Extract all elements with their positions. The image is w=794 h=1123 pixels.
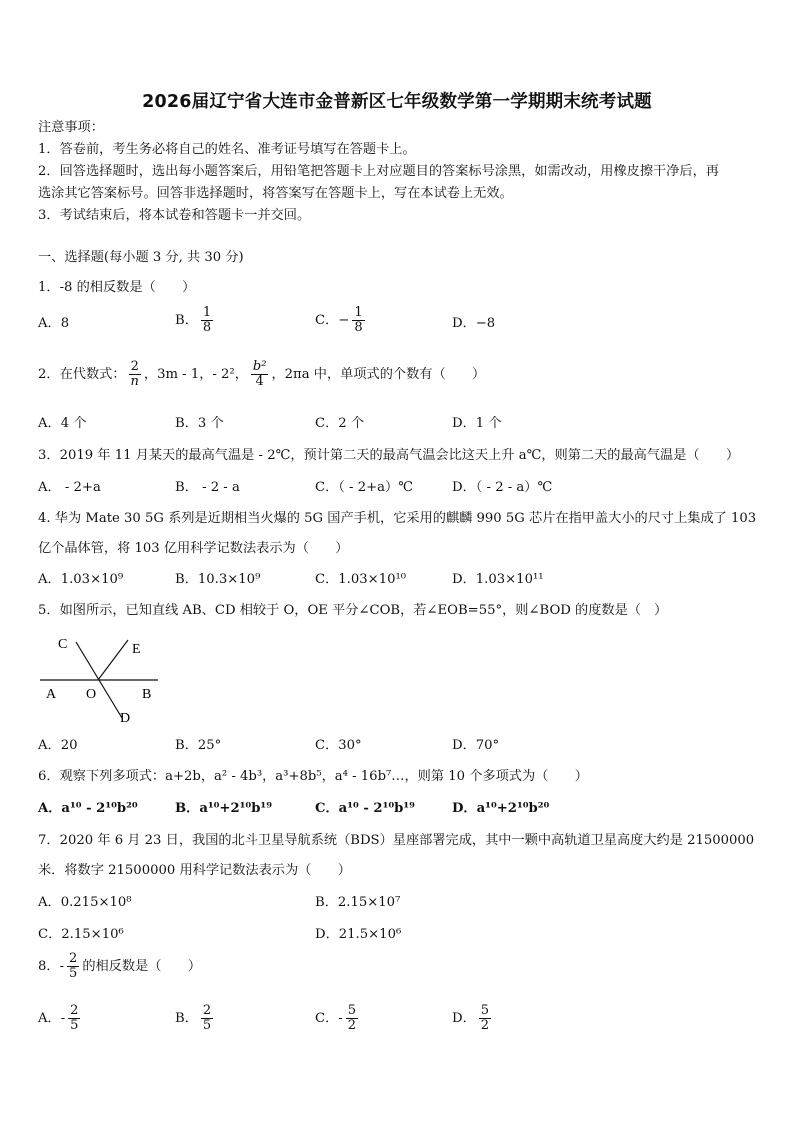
- q6-option-d: D．a¹⁰+2¹⁰b²⁰: [452, 801, 550, 816]
- q8-option-a-label: A．-: [38, 1011, 66, 1026]
- q4-option-b: B．10.3×10⁹: [175, 572, 261, 587]
- notice-heading: 注意事项：: [38, 120, 104, 135]
- section-heading: 一、选择题(每小题 3 分, 共 30 分): [38, 250, 244, 265]
- q8-stem-fraction: $\frac{2}{5}$: [69, 951, 78, 981]
- q1-option-a: A．8: [38, 316, 70, 331]
- q1-option-c-label: C．−: [315, 313, 350, 328]
- label-b: B: [142, 687, 152, 702]
- q2-stem-mid: ，3m - 1，- 2²，: [143, 367, 248, 382]
- q4-option-d: D．1.03×10¹¹: [452, 572, 544, 587]
- q8-option-c-fraction: $\frac{5}{2}$: [347, 1003, 357, 1033]
- q8-option-a: [38, 1004, 83, 1033]
- label-o: O: [86, 687, 97, 702]
- q4-option-c: C．1.03×10¹⁰: [315, 572, 407, 587]
- q8-option-b-label: B．: [175, 1011, 198, 1026]
- q1-stem: 1．-8 的相反数是（ ）: [38, 280, 196, 295]
- q1-option-b-label: B．: [175, 313, 198, 328]
- q1-option-d: D．−8: [452, 316, 496, 331]
- q4-stem-line1: 4. 华为 Mate 30 5G 系列是近期相当火爆的 5G 国产手机，它采用的麒麟 990 5G 芯片在指甲盖大小的尺寸上集成了 103: [38, 511, 757, 526]
- q2-stem-post: ，2πa 中，单项式的个数有（ ）: [271, 367, 486, 382]
- q7-option-b: B．2.15×10⁷: [315, 895, 401, 910]
- q8-option-d-fraction: $\frac{5}{2}$: [480, 1003, 490, 1033]
- q2-option-b: B．3 个: [175, 416, 224, 431]
- q1-option-c-fraction: $\frac{1}{8}$: [354, 305, 363, 335]
- q7-option-a: A．0.215×10⁸: [38, 895, 132, 910]
- q8-option-d: [452, 1004, 494, 1033]
- q2-option-c: C．2 个: [315, 416, 365, 431]
- q7-option-c: C．2.15×10⁶: [38, 927, 124, 942]
- q5-option-c: C．30°: [315, 738, 362, 753]
- q5-option-b: B．25°: [175, 738, 222, 753]
- label-c: C: [58, 637, 68, 652]
- q2-stem-pre: 2．在代数式：: [38, 367, 126, 382]
- q8-option-a-fraction: $\frac{2}{5}$: [70, 1003, 79, 1033]
- q5-stem: 5．如图所示，已知直线 AB、CD 相较于 O，OE 平分∠COB，若∠EOB=55°，则∠BOD 的度数是（ ）: [38, 603, 668, 618]
- q8-option-d-label: D．: [452, 1011, 476, 1026]
- q5-option-a: A．20: [38, 738, 78, 753]
- q3-option-c: C．（ - 2+a）℃: [315, 480, 413, 495]
- notice-item-2-cont: 选涂其它答案标号。回答非选择题时，将答案写在答题卡上，写在本试卷上无效。: [38, 186, 513, 201]
- q8-stem: [38, 952, 201, 981]
- q7-stem-line1: 7．2020 年 6 月 23 日，我国的北斗卫星导航系统（BDS）星座部署完成，其中一颗中高轨道卫星高度大约是 21500000: [38, 833, 755, 848]
- label-a: A: [46, 687, 57, 702]
- q3-option-d: D．（ - 2 - a）℃: [452, 480, 553, 495]
- q4-option-a: A．1.03×10⁹: [38, 572, 124, 587]
- label-d: D: [120, 711, 131, 726]
- q6-option-b: B．a¹⁰+2¹⁰b¹⁹: [175, 801, 272, 816]
- q5-option-d: D．70°: [452, 738, 500, 753]
- q1-option-c: [315, 306, 368, 335]
- q1-option-b: [175, 306, 216, 335]
- q8-option-b: [175, 1004, 216, 1033]
- q2-fraction-1: $\frac{2}{n}$: [130, 359, 139, 389]
- notice-item-1: 1．答卷前，考生务必将自己的姓名、准考证号填写在答题卡上。: [38, 142, 416, 157]
- q4-stem-line2: 亿个晶体管，将 103 亿用科学记数法表示为（ ）: [38, 541, 349, 556]
- q2-option-a: A．4 个: [38, 416, 87, 431]
- q8-stem-post: 的相反数是（ ）: [82, 959, 202, 974]
- q3-option-a: A． - 2+a: [38, 480, 101, 495]
- notice-item-3: 3．考试结束后，将本试卷和答题卡一并交回。: [38, 208, 311, 223]
- q7-stem-line2: 米．将数字 21500000 用科学记数法表示为（ ）: [38, 863, 351, 878]
- q2-option-d: D．1 个: [452, 416, 502, 431]
- q6-stem: 6．观察下列多项式：a+2b，a² - 4b³，a³+8b⁵，a⁴ - 16b⁷…，则第 10 个多项式为（ ）: [38, 769, 588, 784]
- q2-stem: [38, 360, 485, 389]
- q3-stem: 3．2019 年 11 月某天的最高气温是 - 2℃，预计第二天的最高气温会比这天上升 a℃，则第二天的最高气温是（ ）: [38, 448, 740, 463]
- q6-option-c: C．a¹⁰ - 2¹⁰b¹⁹: [315, 801, 415, 816]
- q5-figure: [36, 628, 166, 728]
- notice-item-2: 2．回答选择题时，选出每小题答案后，用铅笔把答题卡上对应题目的答案标号涂黑，如需改动，用橡皮擦干净后，再: [38, 164, 719, 179]
- page-title: 2026届辽宁省大连市金普新区七年级数学第一学期期末统考试题: [142, 92, 652, 112]
- q8-option-c: [315, 1004, 361, 1033]
- label-e: E: [132, 642, 141, 657]
- q8-option-c-label: C．-: [315, 1011, 343, 1026]
- q2-fraction-2: $\frac{\text{b²}}{4}$: [252, 359, 267, 389]
- q3-option-b: B． - 2 - a: [175, 480, 240, 495]
- ray-oe: [98, 640, 128, 680]
- q1-option-b-fraction: $\frac{1}{8}$: [202, 305, 212, 335]
- q7-option-d: D．21.5×10⁶: [315, 927, 402, 942]
- q8-option-b-fraction: $\frac{2}{5}$: [202, 1003, 212, 1033]
- q6-option-a: A．a¹⁰ - 2¹⁰b²⁰: [38, 801, 138, 816]
- q8-stem-pre: 8．-: [38, 959, 65, 974]
